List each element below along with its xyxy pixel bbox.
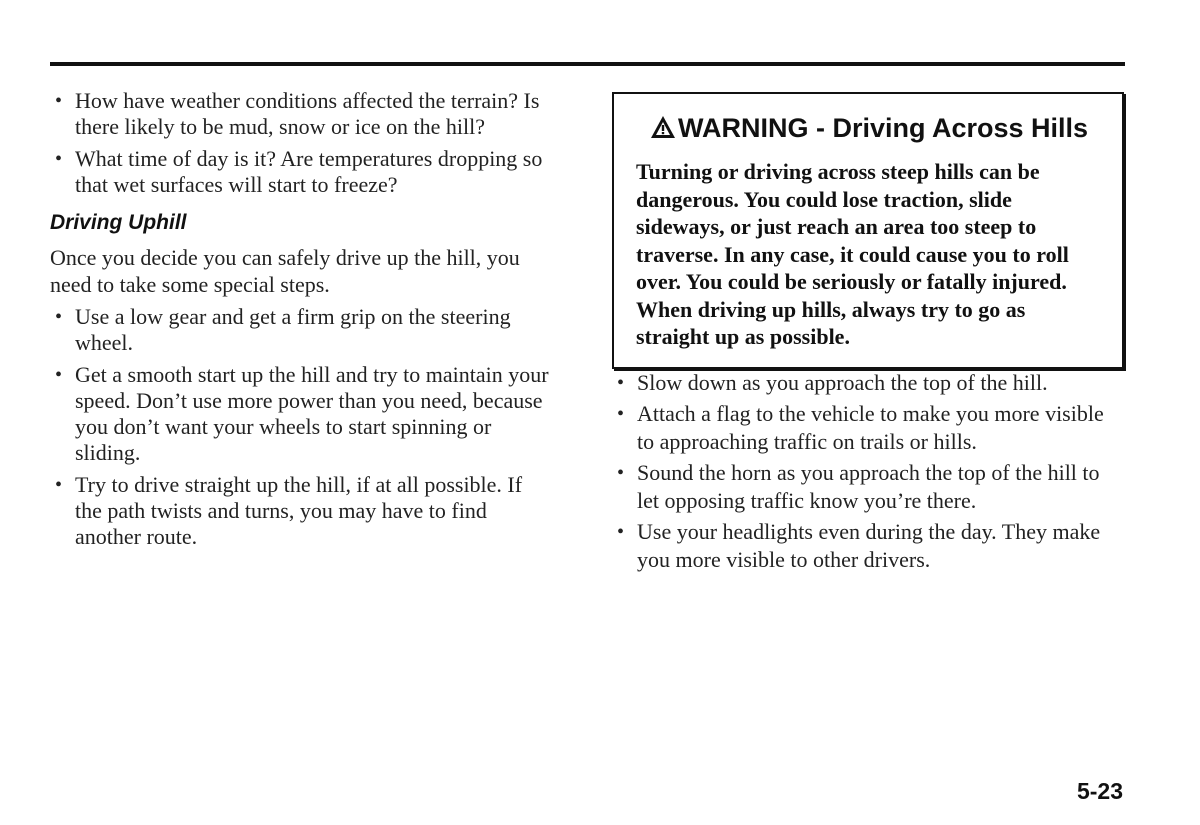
- warning-triangle-icon: [650, 114, 676, 146]
- list-item: [50, 88, 550, 140]
- bullet-text: Use a low gear and get a firm grip on the steering wheel.: [75, 304, 511, 355]
- bullet-icon: •: [55, 148, 63, 170]
- warning-title: WARNING - Driving Across Hills: [677, 113, 1089, 143]
- list-item: [50, 472, 550, 550]
- bullet-icon: •: [617, 371, 625, 394]
- bullet-icon: •: [617, 402, 625, 425]
- section-paragraph: Once you decide you can safely drive up the hill, you need to take some special steps.: [50, 245, 520, 297]
- left-column: [50, 88, 550, 556]
- uphill-bullet-list: [50, 304, 550, 550]
- list-item: [50, 304, 550, 356]
- warning-body: Turning or driving across steep hills can be dangerous. You could lose traction, slide sideways, or just reach an area too steep to traverse. In any case, it could cause you to roll over. You could be seriously or fatally injured. When driving up hills, always try to go as straight up as possible.: [636, 159, 1069, 349]
- bullet-text: What time of day is it? Are temperatures dropping so that wet surfaces will start to freeze?: [75, 146, 543, 197]
- top-rule: [50, 62, 1125, 66]
- bullet-icon: •: [617, 461, 625, 484]
- section-heading: Driving Uphill: [50, 211, 187, 234]
- list-item: [612, 518, 1126, 574]
- intro-bullet-list: [50, 88, 550, 198]
- bullet-icon: •: [617, 520, 625, 543]
- bullet-text: Get a smooth start up the hill and try to maintain your speed. Don’t use more power than you need, because you don’t want your wheels to start spinning or sliding.: [75, 362, 549, 465]
- list-item: [612, 400, 1126, 456]
- bullet-text: Attach a flag to the vehicle to make you more visible to approaching traffic on trails or hills.: [637, 400, 1104, 454]
- list-item: [612, 369, 1126, 397]
- warning-box: [612, 92, 1124, 369]
- bullet-text: Sound the horn as you approach the top of the hill to let opposing traffic know you’re there.: [637, 459, 1100, 513]
- bullet-text: Use your headlights even during the day. They make you more visible to other drivers.: [637, 518, 1101, 572]
- bullet-icon: •: [55, 474, 63, 496]
- bullet-text: Slow down as you approach the top of the hill.: [637, 369, 1048, 395]
- page-number: 5-23: [1076, 778, 1123, 804]
- list-item: [50, 146, 550, 198]
- list-item: [612, 459, 1126, 515]
- list-item: [50, 362, 550, 466]
- bullet-text: How have weather conditions affected the terrain? Is there likely to be mud, snow or ice on the hill?: [75, 88, 540, 139]
- bullet-icon: •: [55, 364, 63, 386]
- bullet-icon: •: [55, 306, 63, 328]
- right-bullet-list: [612, 369, 1126, 574]
- bullet-icon: •: [55, 90, 63, 112]
- warning-title-row: [636, 112, 1102, 146]
- bullet-text: Try to drive straight up the hill, if at all possible. If the path twists and turns, you may have to find another route.: [75, 472, 523, 549]
- right-column: [612, 92, 1126, 577]
